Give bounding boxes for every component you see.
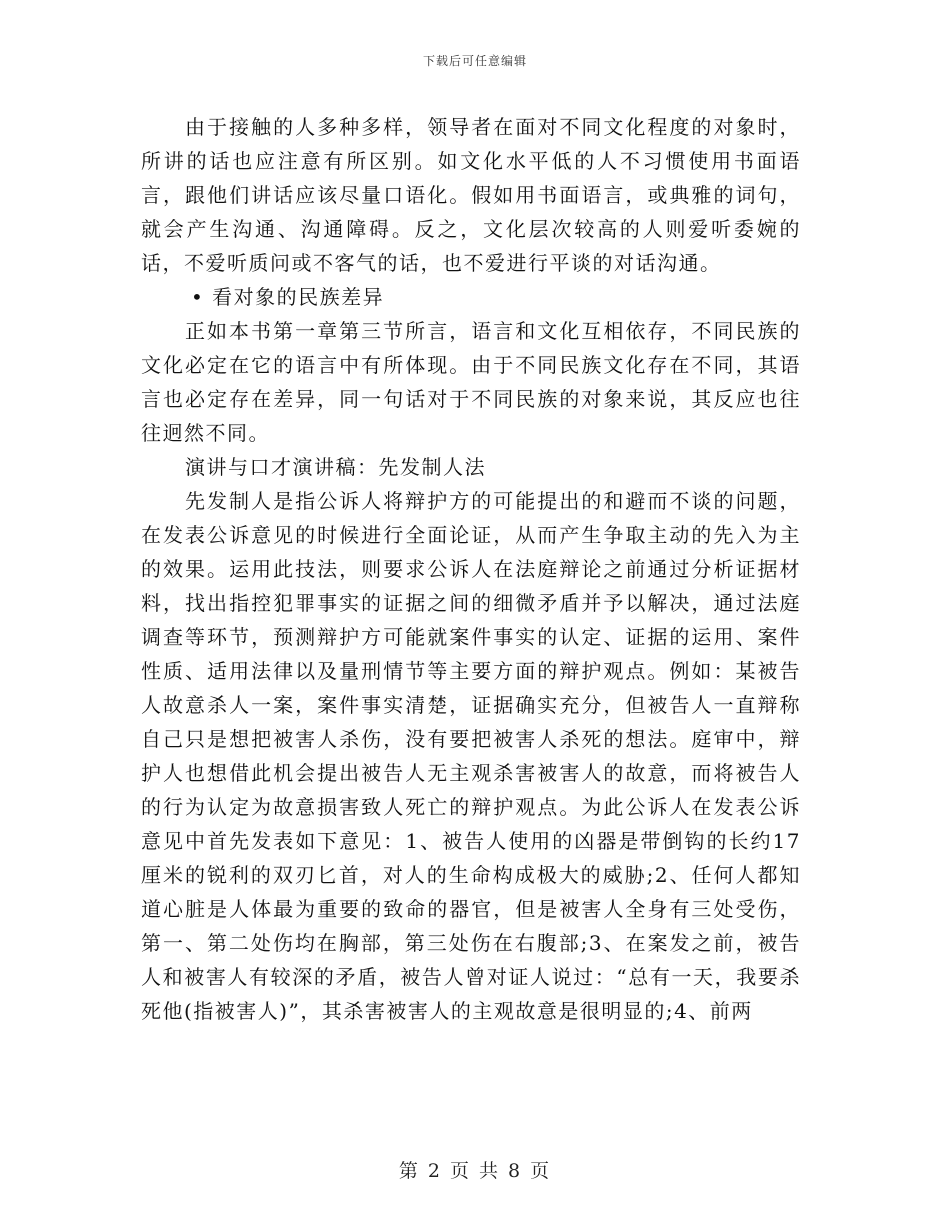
- paragraph-culture-level: 由于接触的人多种多样，领导者在面对不同文化程度的对象时，所讲的话也应注意有所区别。如文化水平低的人不习惯使用书面语言，跟他们讲话应该尽量口语化。假如用书面语言，或典雅的词句，就会产生沟通、沟通障碍。反之，文化层次较高的人则爱听委婉的话，不爱听质问或不客气的话，也不爱进行平谈的对话沟通。: [141, 115, 801, 275]
- paragraph-language-culture: 正如本书第一章第三节所言，语言和文化互相依存，不同民族的文化必定在它的语言中有所体现。由于不同民族文化存在不同，其语言也必定存在差异，同一句话对于不同民族的对象来说，其反应也往往迥然不同。: [141, 319, 801, 445]
- page-header: 下载后可任意编辑: [422, 54, 527, 68]
- page-number: 第 2 页 共 8 页: [398, 1160, 552, 1182]
- document-body: [141, 110, 801, 1028]
- bullet-ethnic-difference: • 看对象的民族差异: [191, 285, 385, 309]
- section-heading: 演讲与口才演讲稿：先发制人法: [185, 455, 486, 479]
- paragraph-preemptive-method: 先发制人是指公诉人将辩护方的可能提出的和避而不谈的问题，在发表公诉意见的时候进行全面论证，从而产生争取主动的先入为主的效果。运用此技法，则要求公诉人在法庭辩论之前通过分析证据材料，找出指控犯罪事实的证据之间的细微矛盾并予以解决，通过法庭调查等环节，预测辩护方可能就案件事实的认定、证据的运用、案件性质、适用法律以及量刑情节等主要方面的辩护观点。例如：某被告人故意杀人一案，案件事实清楚，证据确实充分，但被告人一直辩称自己只是想把被害人杀伤，没有要把被害人杀死的想法。庭审中，辩护人也想借此机会提出被告人无主观杀害被害人的故意，而将被告人的行为认定为故意损害致人死亡的辩护观点。为此公诉人在发表公诉意见中首先发表如下意见：1、被告人使用的凶器是带倒钩的长约17厘米的锐利的双刃匕首，对人的生命构成极大的威胁;2、任何人都知道心脏是人体最为重要的致命的器官，但是被害人全身有三处受伤，第一、第二处伤均在胸部，第三处伤在右腹部;3、在案发之前，被告人和被害人有较深的矛盾，被告人曾对证人说过：“总有一天，我要杀死他(指被害人)”，其杀害被害人的主观故意是很明显的;4、前两: [141, 489, 801, 1023]
